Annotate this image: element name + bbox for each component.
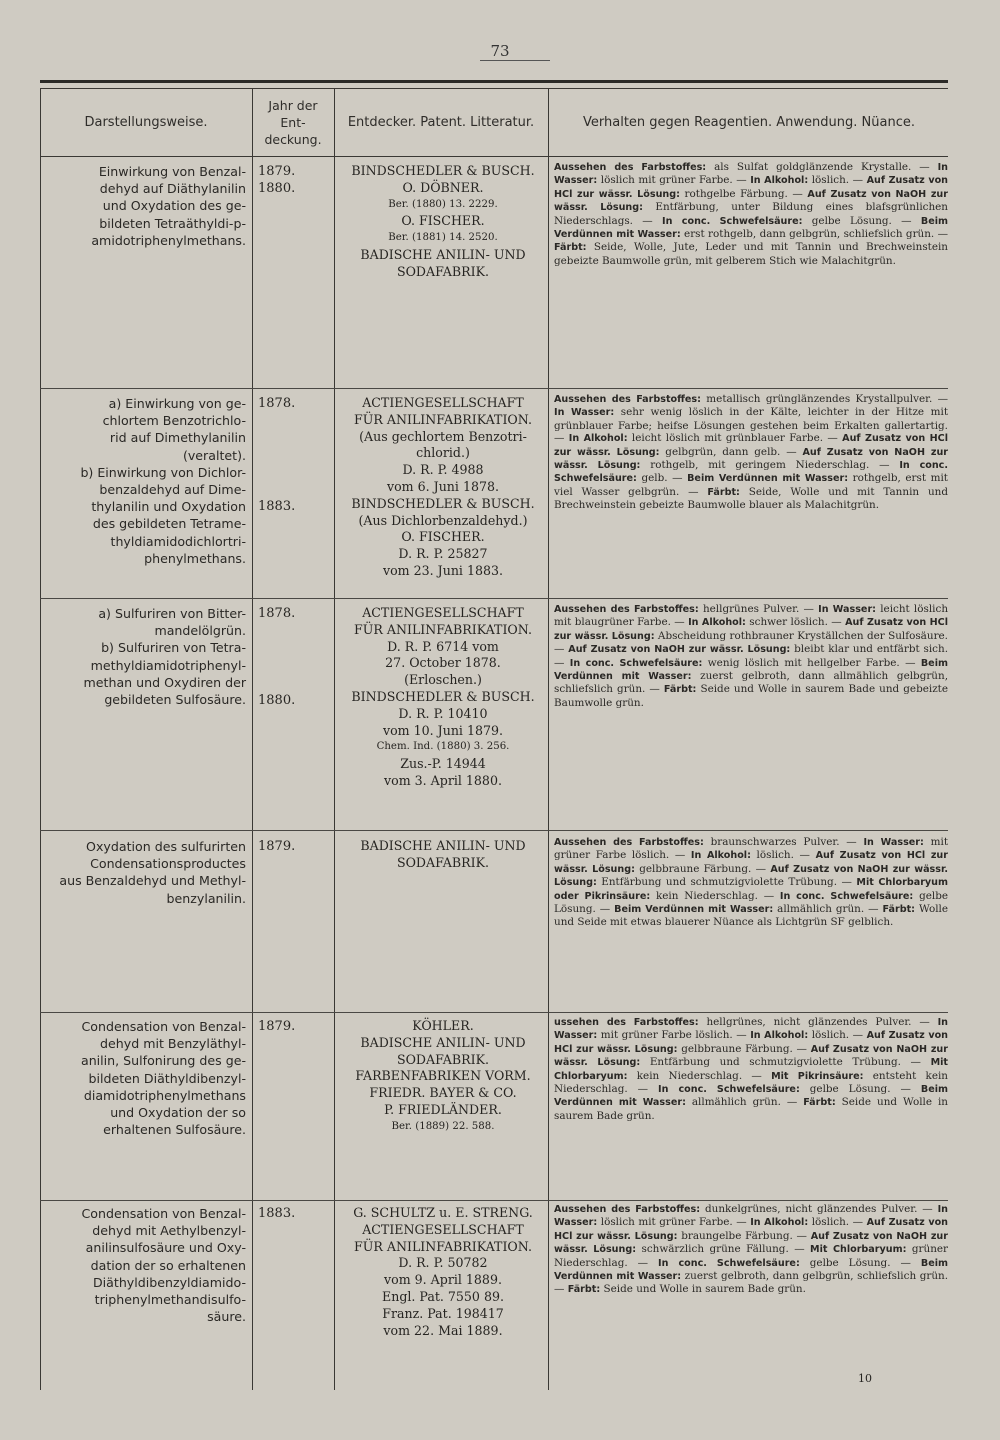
discoverer-line: vom 22. Mai 1889.: [383, 1322, 503, 1338]
method-line: b) Einwirkung von Dichlor-: [80, 464, 246, 480]
reagent-result: gelbbraune Färbung. —: [634, 862, 771, 875]
reagent-label: In conc. Schwefelsäure:: [662, 215, 803, 227]
method-line: anilinsulfosäure und Oxy-: [85, 1240, 246, 1256]
reagent-label: Färbt:: [663, 684, 697, 696]
method-line: Condensation von Benzal-: [81, 1206, 246, 1221]
discoverer-line: D. R. P. 10410: [398, 705, 488, 721]
method-line: rid auf Dimethylanilin: [109, 430, 246, 446]
reagent-result: gelbe Lösung. —: [799, 1256, 921, 1269]
discoverer-line: FARBENFABRIKEN VORM.: [355, 1068, 531, 1084]
method-line: Condensation von Benzal-: [81, 1019, 246, 1034]
reagent-result: zuerst gelbroth, dann allmählich gelbgrün, schliefslich grün. —: [554, 670, 948, 696]
reagent-label: Auf Zusatz von NaOH zur wässr. Lösung:: [554, 1043, 948, 1069]
header-rule: [40, 88, 948, 89]
method-cell: [46, 1205, 246, 1325]
reagent-result: kein Niederschlag. —: [627, 1069, 772, 1082]
method-line: Diäthyldibenzyldiamido-: [92, 1274, 246, 1290]
method-cell: [46, 395, 246, 567]
reagent-label: In Wasser:: [554, 1204, 948, 1229]
year-value: 1879.: [258, 1019, 296, 1034]
method-line: benzylanilin.: [166, 890, 246, 906]
discoverer-line: (Aus gechlortem Benzotri-: [359, 428, 527, 444]
discoverer-line: ACTIENGESELLSCHAFT: [362, 605, 524, 620]
reagent-result: Seide, Wolle und mit Tannin und Brechweinstein gebeizte Baumwolle blauer als Malachitgrün.: [554, 485, 948, 512]
reagent-result: gelbe Lösung. —: [799, 1083, 921, 1096]
reagent-label: Auf Zusatz von HCl zur wässr. Lösung:: [554, 617, 948, 642]
method-line: Condensationsproductes: [90, 856, 246, 872]
reagent-result: gelbe Lösung. —: [802, 214, 921, 227]
reagent-label: Färbt:: [554, 242, 587, 254]
method-line: Einwirkung von Benzal-: [98, 164, 246, 179]
discoverer-line: Ber. (1880) 13. 2229.: [388, 198, 498, 210]
reagent-result: Wolle und Seide mit etwas blauerer Nüance als Lichtgrün SF gelblich.: [554, 903, 948, 929]
reagent-result: leicht löslich mit grünblauer Farbe. —: [627, 432, 843, 445]
method-line: dehyd mit Benzyläthyl-: [100, 1036, 246, 1052]
behaviour-cell: [554, 393, 948, 512]
reagent-result: mit grüner Farbe löslich. —: [597, 1029, 751, 1042]
method-line: und Oxydation der so: [110, 1105, 246, 1121]
reagent-label: Aussehen des Farbstoffes:: [554, 1204, 701, 1215]
method-line: mandelölgrün.: [154, 623, 246, 639]
reagent-label: Auf Zusatz von HCl zur wässr. Lösung:: [554, 1030, 948, 1055]
column-divider: [252, 88, 253, 1390]
corner-mark: 10: [858, 1372, 872, 1385]
reagent-label: In conc. Schwefelsäure:: [554, 460, 949, 485]
column-divider: [40, 88, 41, 1390]
row-divider: [40, 1200, 948, 1201]
reagent-result: Entfärbung und schmutzigviolette Trübung. —: [596, 876, 857, 889]
discoverer-line: BADISCHE ANILIN- UND: [360, 838, 526, 853]
reagent-result: sehr wenig löslich in der Kälte, leichter in der Hitze mit grünblauer Farbe; heifse Lösungen gestehen beim Erkalten gallertartig. —: [554, 406, 948, 445]
year-value: 1879.: [258, 839, 296, 854]
reagent-label: In Alkohol:: [568, 433, 628, 445]
page-number: 73: [490, 42, 510, 60]
method-line: methyldiamidotriphenyl-: [90, 657, 246, 673]
discoverer-cell: [336, 395, 550, 580]
reagent-result: Abscheidung rothbrauner Kryställchen der Sulfosäure. —: [554, 629, 948, 656]
discoverer-line: vom 9. April 1889.: [384, 1272, 502, 1288]
reagent-result: leicht löslich mit blaugrüner Farbe. —: [554, 603, 949, 629]
discoverer-line: BINDSCHEDLER & BUSCH.: [351, 688, 535, 704]
header-bottom-rule: [40, 156, 948, 157]
method-line: (veraltet).: [182, 447, 246, 463]
reagent-label: Färbt:: [707, 486, 740, 498]
reagent-label: Auf Zusatz von HCl zur wässr. Lösung:: [554, 433, 948, 458]
reagent-result: schwärzlich grüne Fällung. —: [636, 1243, 811, 1256]
reagent-result: gelbe Lösung. —: [554, 889, 948, 916]
reagent-label: In conc. Schwefelsäure:: [658, 1084, 800, 1096]
discoverer-line: D. R. P. 4988: [402, 462, 484, 478]
reagent-result: dunkelgrünes, nicht glänzendes Pulver. —: [700, 1203, 938, 1215]
reagent-label: Auf Zusatz von HCl zur wässr. Lösung:: [554, 1217, 948, 1242]
discoverer-line: BINDSCHEDLER & BUSCH.: [351, 495, 535, 511]
method-line: b) Sulfuriren von Tetra-: [101, 640, 246, 656]
reagent-label: Mit Chlorbaryum:: [810, 1244, 907, 1256]
discoverer-line: vom 10. Juni 1879.: [382, 722, 504, 738]
reagent-label: In Wasser:: [554, 407, 615, 419]
method-line: bildeten Tetraäthyldi-p-: [99, 215, 246, 231]
reagent-result: bleibt klar und entfärbt sich. —: [554, 643, 948, 669]
reagent-result: Entfärbung und schmutzigviolette Trübung. —: [640, 1056, 931, 1069]
discoverer-line: KÖHLER.: [412, 1018, 474, 1033]
discoverer-line: vom 3. April 1880.: [384, 772, 502, 788]
row-divider: [40, 830, 948, 831]
reagent-result: allmählich grün. —: [773, 903, 883, 916]
reagent-label: In Wasser:: [818, 604, 877, 615]
discoverer-line: FÜR ANILINFABRIKATION.: [354, 1238, 532, 1254]
reagent-label: Aussehen des Farbstoffes:: [554, 394, 701, 405]
reagent-result: löslich. —: [808, 174, 867, 187]
reagent-label: Mit Chlorbaryum oder Pikrinsäure:: [554, 877, 949, 902]
method-line: Oxydation des sulfurirten: [86, 839, 246, 854]
page-number-rule: [480, 60, 550, 61]
discoverer-line: FRIEDR. BAYER & CO.: [369, 1085, 517, 1101]
reagent-result: löslich. —: [808, 1029, 867, 1042]
discoverer-line: SODAFABRIK.: [396, 263, 489, 279]
discoverer-line: SODAFABRIK.: [396, 1051, 489, 1067]
row-divider: [40, 388, 948, 389]
discoverer-line: BINDSCHEDLER & BUSCH.: [351, 163, 535, 178]
discoverer-line: (Erloschen.): [404, 672, 482, 688]
reagent-result: mit grüner Farbe löslich. —: [554, 836, 949, 862]
reagent-result: wenig löslich mit hellgelber Farbe. —: [702, 656, 921, 669]
discoverer-cell: [336, 1205, 550, 1339]
discoverer-cell: [336, 1018, 550, 1136]
method-line: dehyd auf Diäthylanilin: [99, 181, 246, 197]
reagent-result: rothgelbe Färbung. —: [679, 187, 808, 200]
behaviour-cell: [554, 836, 948, 929]
header-method: Darstellungsweise.: [84, 114, 208, 130]
reagent-result: braunschwarzes Pulver. —: [703, 836, 864, 848]
discoverer-line: G. SCHULTZ u. E. STRENG.: [353, 1205, 533, 1220]
behaviour-cell: [554, 161, 948, 267]
method-line: dation der so erhaltenen: [90, 1257, 246, 1273]
year-value: 1883.: [258, 1206, 296, 1221]
method-line: des gebildeten Tetrame-: [92, 516, 246, 532]
method-line: a) Einwirkung von ge-: [108, 396, 246, 411]
reagent-label: Beim Verdünnen mit Wasser:: [554, 1257, 948, 1283]
reagent-label: In conc. Schwefelsäure:: [569, 657, 703, 669]
discoverer-line: FÜR ANILINFABRIKATION.: [354, 411, 532, 427]
reagent-label: Auf Zusatz von NaOH zur wässr. Lösung:: [568, 644, 791, 656]
discoverer-line: FÜR ANILINFABRIKATION.: [354, 621, 532, 637]
reagent-result: Seide und Wolle in saurem Bade grün.: [600, 1283, 806, 1296]
reagent-result: grüner Niederschlag. —: [554, 1243, 949, 1269]
reagent-label: Mit Pikrinsäure:: [771, 1070, 864, 1082]
behaviour-cell: [554, 603, 948, 709]
discoverer-line: ACTIENGESELLSCHAFT: [362, 395, 524, 410]
header-discoverer: Entdecker. Patent. Litteratur.: [347, 114, 535, 130]
reagent-result: erst rothgelb, dann gelbgrün, schliefslich grün. —: [680, 228, 948, 241]
method-line: thylanilin und Oxydation: [91, 499, 246, 515]
reagent-label: Auf Zusatz von NaOH zur wässr. Lösung:: [554, 863, 948, 889]
reagent-label: In Alkohol:: [750, 1030, 809, 1042]
reagent-result: kein Niederschlag. —: [650, 889, 780, 902]
reagent-result: gelbbraune Färbung. —: [677, 1042, 811, 1055]
method-line: gebildeten Sulfosäure.: [104, 692, 246, 708]
reagent-label: Färbt:: [882, 904, 915, 916]
method-cell: [46, 1018, 246, 1138]
method-line: a) Sulfuriren von Bitter-: [98, 606, 246, 621]
year-value: 1880.: [258, 693, 296, 708]
reagent-result: schwer löslich. —: [745, 616, 846, 629]
reagent-label: Auf Zusatz von NaOH zur wässr. Lösung:: [554, 1230, 948, 1256]
discoverer-cell: [336, 163, 550, 281]
method-line: methan und Oxydiren der: [83, 674, 246, 690]
header-year: Jahr der Ent-deckung.: [264, 97, 322, 147]
reagent-result: löslich mit grüner Farbe. —: [597, 174, 751, 187]
discoverer-cell: [336, 605, 550, 790]
reagent-label: Auf Zusatz von NaOH zur wässr. Lösung:: [554, 188, 948, 214]
reagent-result: hellgrünes, nicht glänzendes Pulver. —: [698, 1016, 938, 1028]
reagent-label: In Alkohol:: [750, 1217, 809, 1229]
reagent-result: Seide und Wolle in saurem Bade und gebeizte Baumwolle grün.: [554, 683, 948, 709]
discoverer-line: BADISCHE ANILIN- UND: [360, 1034, 526, 1050]
column-divider: [334, 88, 335, 1390]
method-line: diamidotriphenylmethans: [83, 1087, 246, 1103]
reagent-label: ussehen des Farbstoffes:: [554, 1017, 699, 1028]
reagent-label: In Alkohol:: [750, 175, 809, 187]
method-line: amidotriphenylmethans.: [91, 232, 246, 248]
reagent-result: gelbgrün, dann gelb. —: [659, 445, 803, 458]
reagent-result: rothgelb, erst mit viel Wasser gelbgrün. —: [554, 472, 948, 498]
method-line: dehyd mit Aethylbenzyl-: [92, 1223, 246, 1239]
method-line: benzaldehyd auf Dime-: [99, 482, 246, 498]
reagent-label: Beim Verdünnen mit Wasser:: [687, 473, 849, 485]
year-value: 1880.: [258, 181, 296, 196]
discoverer-line: ACTIENGESELLSCHAFT: [362, 1221, 524, 1237]
year-value: 1879.: [258, 164, 296, 179]
reagent-label: In Wasser:: [863, 837, 924, 848]
reagent-result: allmählich grün. —: [685, 1096, 804, 1109]
method-line: phenylmethans.: [144, 550, 246, 566]
method-cell: [46, 838, 246, 907]
discoverer-line: Ber. (1881) 14. 2520.: [388, 232, 498, 244]
discoverer-line: 27. October 1878.: [385, 655, 501, 671]
behaviour-cell: [554, 1016, 948, 1122]
discoverer-line: O. FISCHER.: [401, 529, 485, 545]
discoverer-line: O. DÖBNER.: [402, 179, 484, 195]
discoverer-line: chlorid.): [416, 445, 470, 461]
reagent-result: Seide und Wolle in saurem Bade grün.: [554, 1096, 948, 1122]
reagent-result: braungelbe Färbung. —: [677, 1229, 811, 1242]
reagent-label: Färbt:: [567, 1284, 601, 1296]
reagent-label: Auf Zusatz von HCl zur wässr. Lösung:: [554, 175, 948, 200]
reagent-label: Färbt:: [803, 1097, 836, 1109]
discoverer-line: P. FRIEDLÄNDER.: [384, 1101, 502, 1117]
discoverer-line: D. R. P. 6714 vom: [387, 638, 499, 654]
method-line: erhaltenen Sulfosäure.: [103, 1122, 246, 1138]
reagent-label: Mit Chlorbaryum:: [554, 1057, 949, 1082]
reagent-result: Seide, Wolle, Jute, Leder und mit Tannin und Brechweinstein gebeizte Baumwolle grün, mit gelberem Stich wie Malachitgrün.: [554, 241, 948, 267]
method-line: thyldiamidodichlortri-: [110, 533, 246, 549]
reagent-label: Beim Verdünnen mit Wasser:: [554, 1084, 948, 1109]
method-line: aus Benzaldehyd und Methyl-: [59, 873, 246, 889]
reagent-result: als Sulfat goldglänzende Krystalle. —: [706, 161, 938, 173]
discoverer-line: O. FISCHER.: [401, 213, 485, 229]
year-value: 1878.: [258, 606, 296, 621]
reagent-result: löslich mit grüner Farbe. —: [597, 1216, 751, 1229]
method-line: triphenylmethandisulfo-: [94, 1292, 246, 1308]
reagent-result: hellgrünes Pulver. —: [698, 603, 819, 615]
method-cell: [46, 605, 246, 708]
row-divider: [40, 1012, 948, 1013]
discoverer-line: Chem. Ind. (1880) 3. 256.: [376, 741, 510, 753]
reagent-label: Aussehen des Farbstoffes:: [554, 604, 699, 615]
reagent-label: In Wasser:: [554, 162, 949, 187]
discoverer-line: Franz. Pat. 198417: [382, 1305, 504, 1321]
method-line: säure.: [207, 1309, 246, 1325]
reagent-label: Beim Verdünnen mit Wasser:: [554, 215, 949, 241]
year-value: 1883.: [258, 499, 296, 514]
reagent-label: Beim Verdünnen mit Wasser:: [554, 657, 948, 683]
discoverer-line: (Aus Dichlorbenzaldehyd.): [358, 512, 528, 528]
discoverer-line: Zus.-P. 14944: [400, 756, 486, 772]
reagent-result: gelb. —: [636, 472, 688, 485]
reagent-result: Entfärbung, unter Bildung eines blafsgrünlichen Niederschlags. —: [554, 201, 948, 227]
header-behaviour: Verhalten gegen Reagentien. Anwendung. Nüance.: [583, 114, 915, 130]
reagent-label: In Alkohol:: [688, 617, 746, 629]
row-divider: [40, 598, 948, 599]
discoverer-line: D. R. P. 25827: [398, 546, 488, 562]
reagent-label: Aussehen des Farbstoffes:: [554, 162, 707, 173]
discoverer-line: Ber. (1889) 22. 588.: [391, 1120, 495, 1132]
reagent-label: Aussehen des Farbstoffes:: [554, 837, 704, 848]
discoverer-line: D. R. P. 50782: [398, 1255, 488, 1271]
discoverer-line: BADISCHE ANILIN- UND: [360, 246, 526, 262]
method-line: chlortem Benzotrichlo-: [102, 413, 246, 429]
year-value: 1878.: [258, 396, 296, 411]
method-line: und Oxydation des ge-: [102, 198, 246, 214]
reagent-result: löslich. —: [750, 849, 816, 862]
discoverer-line: vom 23. Juni 1883.: [382, 562, 504, 578]
reagent-label: Beim Verdünnen mit Wasser:: [614, 904, 774, 916]
method-line: bildeten Diäthyldibenzyl-: [88, 1070, 246, 1086]
reagent-result: metallisch grünglänzendes Krystallpulver. —: [700, 393, 948, 405]
reagent-label: In Alkohol:: [690, 850, 751, 862]
reagent-label: Auf Zusatz von HCl zur wässr. Lösung:: [554, 850, 948, 875]
discoverer-line: Engl. Pat. 7550 89.: [382, 1288, 504, 1304]
discoverer-cell: [336, 838, 550, 872]
reagent-label: In Wasser:: [554, 1017, 948, 1042]
reagent-label: In conc. Schwefelsäure:: [658, 1257, 800, 1269]
method-cell: [46, 163, 246, 249]
discoverer-line: SODAFABRIK.: [396, 854, 489, 870]
reagent-label: In conc. Schwefelsäure:: [779, 890, 914, 902]
behaviour-cell: [554, 1203, 948, 1297]
reagent-result: löslich. —: [808, 1216, 867, 1229]
discoverer-line: vom 6. Juni 1878.: [386, 478, 499, 494]
reagent-label: Auf Zusatz von NaOH zur wässr. Lösung:: [554, 446, 949, 472]
reagent-result: zuerst gelbroth, dann gelbgrün, schliefslich grün. —: [554, 1270, 948, 1296]
reagent-result: rothgelb, mit geringem Niederschlag. —: [640, 459, 900, 472]
method-line: anilin, Sulfonirung des ge-: [80, 1053, 246, 1069]
reagent-result: entsteht kein Niederschlag. —: [554, 1069, 948, 1096]
